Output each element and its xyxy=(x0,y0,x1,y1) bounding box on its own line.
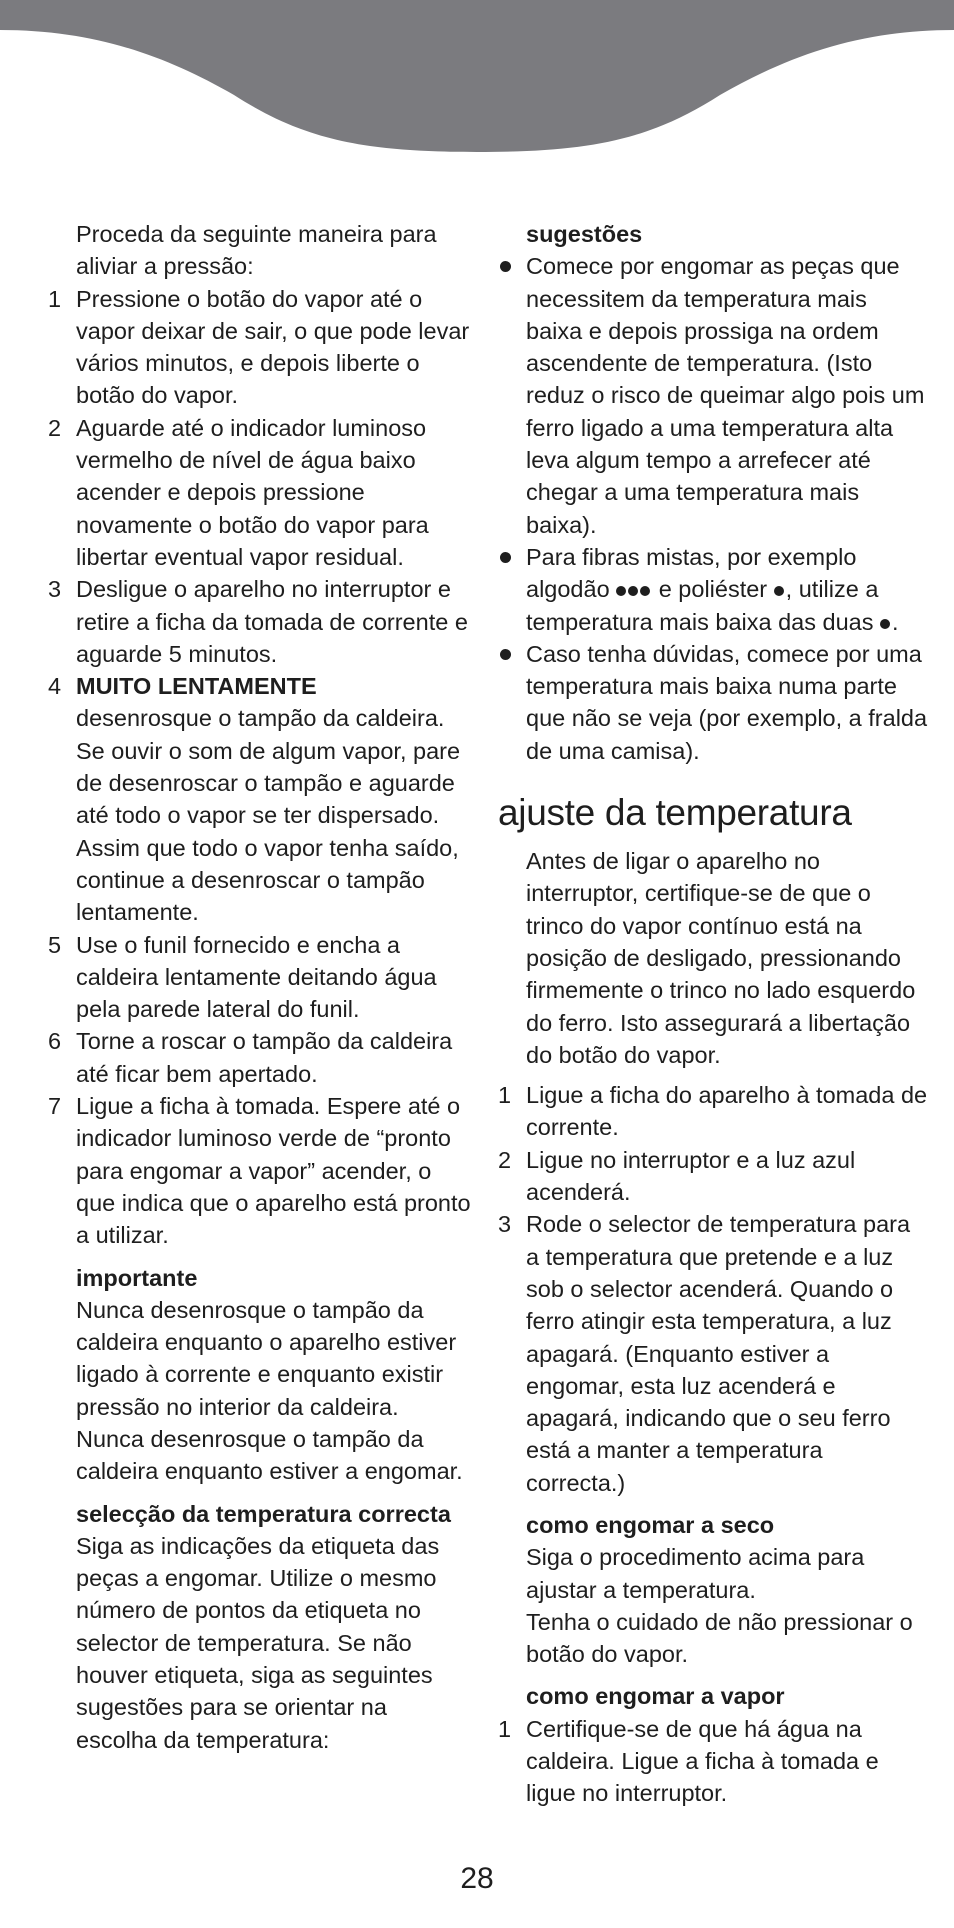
step-item xyxy=(48,1025,473,1090)
step-text: Pressione o botão do vapor até o vapor deixar de sair, o que pode levar vários minutos, e depois liberte o botão do vapor. xyxy=(76,285,470,409)
section-title: ajuste da temperatura xyxy=(498,792,852,834)
step-text: Torne a roscar o tampão da caldeira até ficar bem apertado. xyxy=(76,1028,453,1087)
step-number: 4 xyxy=(48,673,62,700)
bullet-icon xyxy=(500,649,511,660)
page-number: 28 xyxy=(460,1862,494,1895)
step-text: Ligue a ficha à tomada. Espere até o indicador luminoso verde de “pronto para engomar a vapor” acender, o que indica que o aparelho está pronto a utilizar. xyxy=(76,1093,471,1249)
bullet-text: Para fibras mistas, por exemplo algodão xyxy=(526,543,857,603)
bullet-text: e poliéster xyxy=(658,576,768,603)
bullet-text: Caso tenha dúvidas, comece por uma temperatura mais baixa numa parte que não se veja (por exemplo, a fralda de uma camisa). xyxy=(526,640,928,764)
step-item xyxy=(48,1090,473,1251)
important-heading: importante xyxy=(76,1264,198,1291)
step-text: Use o funil fornecido e encha a caldeira lentamente deitando água pela parede lateral do funil. xyxy=(76,931,437,1023)
step-number: 1 xyxy=(48,285,62,312)
steam-ironing-heading: como engomar a vapor xyxy=(526,1683,785,1710)
step-number: 7 xyxy=(48,1093,62,1120)
step-item xyxy=(48,670,473,928)
step-number: 3 xyxy=(498,1211,512,1238)
step-number: 1 xyxy=(498,1082,512,1109)
temperature-selection-heading: selecção da temperatura correcta xyxy=(76,1500,451,1527)
bullet-icon xyxy=(500,552,511,563)
intro-text: Proceda da seguinte maneira para aliviar a pressão: xyxy=(76,221,437,280)
step-text: Aguarde até o indicador luminoso vermelho de nível de água baixo acender e depois pressione novamente o botão do vapor para libertar eventual vapor residual. xyxy=(76,414,429,570)
step-text: desenrosque o tampão da caldeira. Se ouvir o som de algum vapor, pare de desenroscar o tampão e aguarde até todo o vapor se ter dispersado. Assim que todo o vapor tenha saído, continue a desenroscar o tampão lentamente. xyxy=(76,705,461,926)
step-emphasis: MUITO LENTAMENTE xyxy=(76,673,317,700)
one-dot-icon xyxy=(880,609,892,635)
header-wave xyxy=(0,0,954,160)
step-text: Rode o selector de temperatura para a temperatura que pretende e a luz sob o selector acenderá. Quando o ferro atingir esta temperatura, a luz apagará. (Enquanto estiver a engomar, esta luz acenderá e apagará, indicando que o seu ferro está a manter a temperatura correcta.) xyxy=(526,1211,911,1496)
step-number: 2 xyxy=(498,1146,512,1173)
step-item xyxy=(48,412,473,573)
bullet-text: Comece por engomar as peças que necessitem da temperatura mais baixa e depois prossiga na ordem ascendente de temperatura. (Isto reduz o risco de queimar algo pois um ferro ligado a uma temperatura alta leva algum tempo a arrefecer até chegar a uma temperatura mais baixa). xyxy=(526,253,925,538)
right-column xyxy=(498,218,928,1810)
bullet-item xyxy=(498,250,928,541)
step-item xyxy=(498,1713,928,1810)
step-item xyxy=(498,1208,928,1499)
step-number: 5 xyxy=(48,931,62,958)
step-text: Desligue o aparelho no interruptor e retire a ficha da tomada de corrente e aguarde 5 minutos. xyxy=(76,576,468,667)
dry-ironing-heading: como engomar a seco xyxy=(526,1511,775,1538)
bullet-text: . xyxy=(892,608,899,635)
bullet-item xyxy=(498,541,928,638)
important-text: Nunca desenrosque o tampão da caldeira enquanto o aparelho estiver ligado à corrente e enquanto existir pressão no interior da caldeira. Nunca desenrosque o tampão da caldeira enquanto estiver a engomar. xyxy=(76,1296,463,1485)
step-number: 6 xyxy=(48,1028,62,1055)
bullet-text: , utilize a temperatura mais baixa das duas xyxy=(526,576,879,635)
step-item xyxy=(48,929,473,1026)
step-number: 3 xyxy=(48,576,62,603)
temperature-selection-text: Siga as indicações da etiqueta das peças a engomar. Utilize o mesmo número de pontos da etiqueta no selector de temperatura. Se não houver etiqueta, siga as seguintes sugestões para se orientar na escolha da temperatura: xyxy=(76,1532,440,1753)
step-number: 2 xyxy=(48,414,62,441)
three-dots-icon xyxy=(616,576,652,602)
step-text: Certifique-se de que há água na caldeira. Ligue a ficha à tomada e ligue no interruptor. xyxy=(526,1715,879,1807)
bullet-item xyxy=(498,638,928,767)
step-item xyxy=(48,283,473,412)
step-item xyxy=(498,1144,928,1209)
suggestions-heading: sugestões xyxy=(526,221,643,247)
one-dot-icon xyxy=(774,576,786,602)
section-intro: Antes de ligar o aparelho no interruptor, certifique-se de que o trinco do vapor contínuo está na posição de desligado, pressionando firmemente o trinco no lado esquerdo do ferro. Isto assegurará a libertação do botão do vapor. xyxy=(526,848,916,1068)
step-item xyxy=(498,1079,928,1144)
step-number: 1 xyxy=(498,1715,512,1742)
step-text: Ligue a ficha do aparelho à tomada de corrente. xyxy=(526,1082,928,1141)
step-text: Ligue no interruptor e a luz azul acenderá. xyxy=(526,1146,856,1206)
dry-ironing-text: Siga o procedimento acima para ajustar a temperatura. xyxy=(526,1544,865,1603)
left-column xyxy=(48,218,473,1756)
bullet-icon xyxy=(500,261,511,272)
dry-ironing-text: Tenha o cuidado de não pressionar o botão do vapor. xyxy=(526,1608,913,1668)
step-item xyxy=(48,573,473,670)
